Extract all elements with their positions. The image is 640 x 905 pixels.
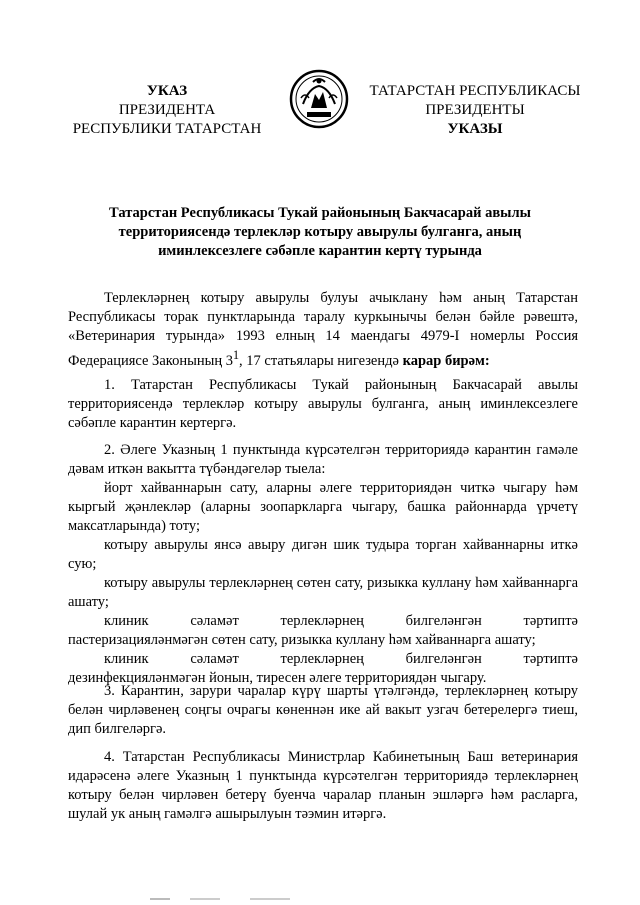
header-left-line-3: РЕСПУБЛИКИ ТАТАРСТАН: [72, 121, 262, 137]
item-2-sub-5-word-4: билгеләнгән: [405, 651, 482, 667]
header-right: [366, 82, 584, 139]
item-2-sub-5-word-3: терлекләрнең: [280, 651, 364, 667]
item-2-sub-4-first-line: [68, 612, 578, 631]
item-1-text: 1. Татарстан Республикасы Тукай районының Бакчасарай авылы территориясендә терлекләр котыру авырулы булганга, аның иминлексезлеге сәбәпле карантин кертергә.: [68, 377, 578, 431]
item-2-sub-4-word-5: тәртиптә: [523, 613, 578, 629]
item-2-sub-5-rest: дезинфекцияләнмәгән йонын, тиресен әлеге территориядән чыгару.: [68, 670, 487, 686]
header-right-line-3: УКАЗЫ: [447, 121, 503, 137]
item-4-text: 4. Татарстан Республикасы Министрлар Кабинетының Баш ветеринария идарәсенә әлеге Указның 1 пунктында күрсәтелгән территориядә терлекләрнең котыру белән чирләвен бетерү буенча чаралар планын эшләргә һәм расларга, шулай ук аның гамәлгә ашырылуын тәэмин итәргә.: [68, 749, 578, 822]
preamble: [68, 289, 578, 371]
header-left: [62, 82, 272, 139]
preamble-text-after: , 17 статьялары нигезендә: [239, 352, 403, 369]
item-2-sub-4-word-4: билгеләнгән: [405, 613, 482, 629]
item-2-sub-4-rest: пастеризацияләнмәгән сөтен сату, ризыкка куллану һәм хайваннарга ашату;: [68, 632, 536, 648]
item-2-sub-5-word-2: сәламәт: [190, 651, 239, 667]
item-2-sub-4-word-2: сәламәт: [190, 613, 239, 629]
decree-phrase: карар бирәм:: [402, 352, 490, 369]
item-3: [68, 682, 578, 739]
scan-artifact: [150, 896, 330, 902]
preamble-text: Терлекләрнең котыру авырулы булуы ачыклану һәм аның Татарстан Республикасы торак пунктларында таралу куркынычы белән бәйле рәвештә, «Ветеринария турында» 1993 елның 14 маендагы 4979-I номерлы Россия Федерациясе Законының 3: [68, 290, 578, 369]
item-2-sub-4-word-1: клиник: [104, 613, 149, 629]
title-line-1: Татарстан Республикасы Тукай районының Бакчасарай авылы: [109, 205, 531, 221]
header-right-line-1: ТАТАРСТАН РЕСПУБЛИКАСЫ: [369, 83, 581, 99]
item-1: [68, 376, 578, 433]
item-2-sub-2: котыру авырулы янсә авыру дигән шик тудыра торган хайваннарны иткә сую;: [68, 537, 578, 572]
title-line-2: территориясендә терлекләр котыру авырулы булганга, аның: [118, 224, 522, 240]
header-left-line-1: УКАЗ: [146, 83, 188, 99]
item-2-sub-5-first-line: [68, 650, 578, 669]
item-2-intro: 2. Әлеге Указның 1 пунктында күрсәтелгән территориядә карантин гамәле дәвам иткән вакытта түбәндәгеләр тыела:: [68, 442, 578, 477]
item-2: [68, 441, 578, 688]
document-title: [70, 204, 570, 261]
tatarstan-coat-of-arms-icon: [289, 68, 349, 130]
item-4: [68, 748, 578, 824]
item-3-text: 3. Карантин, зарури чаралар күрү шарты үтәлгәндә, терлекләрнең котыру белән чирләвенең соңгы очрагы көненнән ике ай вакыт узгач бетерелергә тиеш, дип билгеләргә.: [68, 683, 578, 737]
item-2-sub-4-word-3: терлекләрнең: [280, 613, 364, 629]
title-line-3: иминлексезлеге сәбәпле карантин кертү турында: [158, 243, 482, 259]
preamble-superscript: 1: [232, 348, 240, 362]
header-left-line-2: ПРЕЗИДЕНТА: [118, 102, 216, 118]
item-2-sub-1: йорт хайваннарын сату, аларны әлеге территориядән читкә чыгару һәм кыргый җәнлекләр (аларны зоопаркларга чыгару, башка районнарда үрчетү максатларында) тоту;: [68, 480, 578, 534]
item-2-sub-5-word-1: клиник: [104, 651, 149, 667]
item-2-sub-5-word-5: тәртиптә: [523, 651, 578, 667]
item-2-sub-3: котыру авырулы терлекләрнең сөтен сату, ризыкка куллану һәм хайваннарга ашату;: [68, 575, 578, 610]
header-right-line-2: ПРЕЗИДЕНТЫ: [425, 102, 525, 118]
